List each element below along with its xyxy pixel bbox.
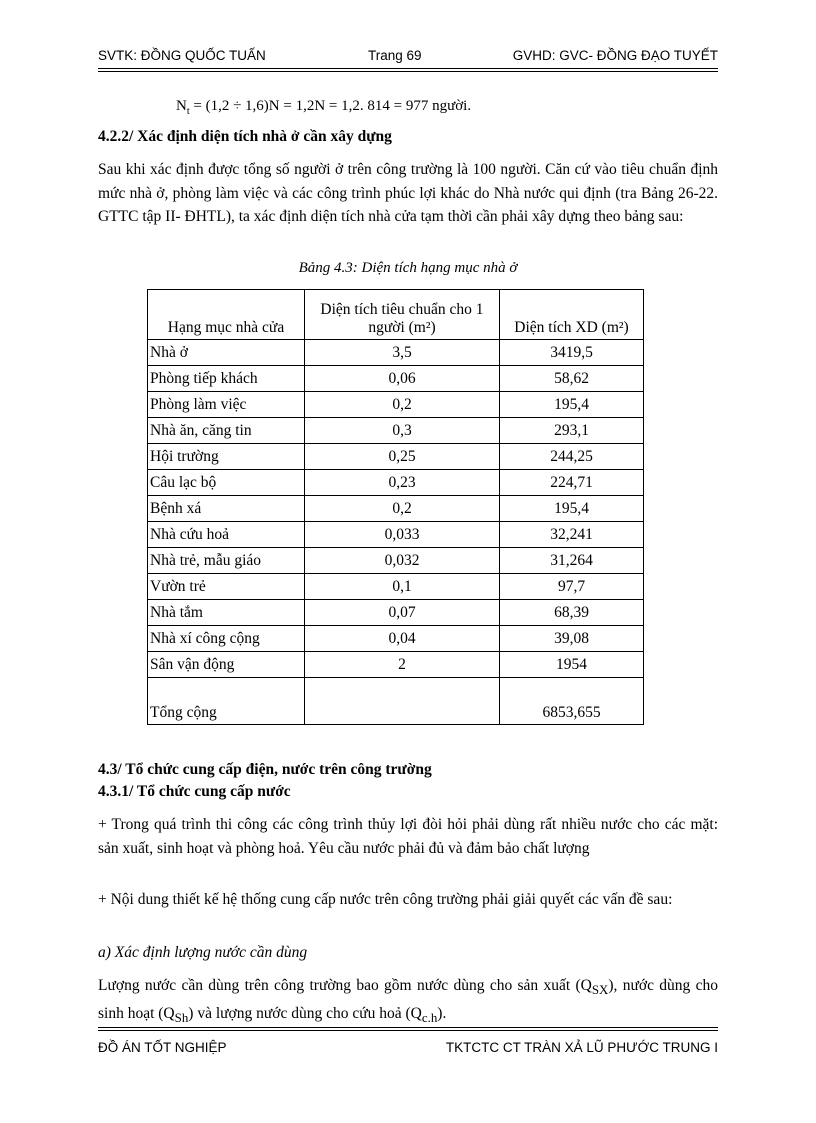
header-advisor: GVHD: GVC- ĐỒNG ĐẠO TUYẾT	[512, 48, 718, 63]
section-4-2-2-paragraph: Sau khi xác định được tổng số người ở trên công trường là 100 người. Căn cứ vào tiêu chuẩn định mức nhà ở, phòng làm việc và các công trình phúc lợi khác do Nhà nước qui định (tra Bảng 26-22. GTTC tập II- ĐHTL), ta xác định diện tích nhà cửa tạm thời cần phải xây dựng theo bảng sau:	[98, 161, 718, 225]
cell-built-area: 97,7	[500, 574, 644, 600]
cell-standard-area: 0,2	[305, 496, 500, 522]
subscript: c.h	[421, 1009, 438, 1025]
text-run: ), nước dùng cho sinh hoạt (Q	[98, 977, 718, 1022]
formula-expression: = (1,2 ÷ 1,6)N = 1,2N = 1,2. 814 = 977 người.	[189, 98, 472, 114]
header-rule	[98, 71, 718, 72]
cell-built-area: 68,39	[500, 600, 644, 626]
footer-document-type: ĐỒ ÁN TỐT NGHIỆP	[98, 1040, 227, 1055]
section-4-3-1-paragraph-1: + Trong quá trình thi công các công trình thủy lợi đòi hỏi phải dùng rất nhiều nước cho các mặt: sản xuất, sinh hoạt và phòng hoả. Yêu cầu nước phải đủ và đảm bảo chất lượng	[98, 816, 718, 857]
table-row	[148, 600, 644, 626]
worker-count-formula	[176, 98, 471, 117]
table-row	[148, 366, 644, 392]
table-row	[148, 470, 644, 496]
cell-standard-area: 0,07	[305, 600, 500, 626]
cell-category: Vườn trẻ	[148, 574, 305, 600]
table-row	[148, 548, 644, 574]
cell-category: Nhà ở	[148, 340, 305, 366]
total-cell-standard-area	[305, 678, 500, 725]
col-header-standard-area: Diện tích tiêu chuẩn cho 1 người (m²)	[305, 290, 500, 340]
table-row	[148, 444, 644, 470]
section-4-3-1-paragraph-2: + Nội dung thiết kế hệ thống cung cấp nước trên công trường phải giải quyết các vấn đề sau:	[98, 891, 673, 908]
cell-standard-area: 2	[305, 652, 500, 678]
cell-standard-area: 0,04	[305, 626, 500, 652]
subscript: SX	[591, 982, 609, 998]
cell-built-area: 195,4	[500, 496, 644, 522]
cell-category: Câu lạc bộ	[148, 470, 305, 496]
page-header	[98, 46, 718, 68]
header-page-number: Trang 69	[368, 48, 422, 63]
cell-built-area: 39,08	[500, 626, 644, 652]
housing-area-table	[147, 289, 644, 725]
table-row	[148, 652, 644, 678]
cell-built-area: 224,71	[500, 470, 644, 496]
cell-built-area: 195,4	[500, 392, 644, 418]
text-run: ).	[437, 1004, 447, 1022]
col-header-built-area: Diện tích XD (m²)	[500, 290, 644, 340]
formula-subscript: t	[186, 106, 190, 117]
cell-standard-area: 0,06	[305, 366, 500, 392]
table-row	[148, 626, 644, 652]
cell-standard-area: 0,23	[305, 470, 500, 496]
footer-rule	[98, 1030, 718, 1031]
cell-category: Phòng tiếp khách	[148, 366, 305, 392]
cell-built-area: 32,241	[500, 522, 644, 548]
formula-symbol: N	[176, 98, 187, 114]
cell-built-area: 1954	[500, 652, 644, 678]
total-cell-built-area: 6853,655	[500, 678, 644, 725]
cell-standard-area: 0,032	[305, 548, 500, 574]
table-row	[148, 522, 644, 548]
cell-built-area: 58,62	[500, 366, 644, 392]
cell-category: Phòng làm việc	[148, 392, 305, 418]
table-row	[148, 496, 644, 522]
subscript: Sh	[174, 1009, 189, 1025]
table-row	[148, 340, 644, 366]
table-caption: Bảng 4.3: Diện tích hạng mục nhà ở	[298, 260, 518, 276]
text-run: Lượng nước cần dùng trên công trường bao gồm nước dùng cho sản xuất (Q	[98, 977, 592, 994]
cell-standard-area: 0,3	[305, 418, 500, 444]
footer-rule	[98, 1027, 718, 1028]
cell-standard-area: 0,2	[305, 392, 500, 418]
cell-standard-area: 0,033	[305, 522, 500, 548]
cell-category: Nhà ăn, căng tin	[148, 418, 305, 444]
water-demand-paragraph	[98, 974, 718, 1029]
cell-standard-area: 3,5	[305, 340, 500, 366]
section-heading-4-3-1: 4.3.1/ Tổ chức cung cấp nước	[98, 783, 291, 800]
cell-category: Hội trường	[148, 444, 305, 470]
cell-category: Bệnh xá	[148, 496, 305, 522]
total-cell-category: Tổng cộng	[148, 678, 305, 725]
cell-category: Nhà xí công cộng	[148, 626, 305, 652]
section-heading-4-2-2: 4.2.2/ Xác định diện tích nhà ở cần xây dựng	[98, 128, 392, 145]
table-row	[148, 392, 644, 418]
col-header-category: Hạng mục nhà cửa	[148, 290, 305, 340]
table-row	[148, 418, 644, 444]
cell-built-area: 31,264	[500, 548, 644, 574]
cell-built-area: 3419,5	[500, 340, 644, 366]
header-rule	[98, 68, 718, 69]
section-heading-4-3: 4.3/ Tổ chức cung cấp điện, nước trên công trường	[98, 761, 432, 778]
table-header-row	[148, 290, 644, 340]
table-total-row	[148, 678, 644, 725]
cell-category: Nhà trẻ, mẫu giáo	[148, 548, 305, 574]
cell-category: Nhà cứu hoả	[148, 522, 305, 548]
header-student: SVTK: ĐỒNG QUỐC TUẤN	[98, 48, 266, 63]
cell-category: Nhà tắm	[148, 600, 305, 626]
cell-standard-area: 0,1	[305, 574, 500, 600]
text-run: ) và lượng nước dùng cho cứu hoả (Q	[188, 1004, 422, 1022]
footer-project-title: TKTCTC CT TRÀN XẢ LŨ PHƯỚC TRUNG I	[445, 1040, 718, 1055]
item-a-heading: a) Xác định lượng nước cần dùng	[98, 944, 308, 961]
cell-standard-area: 0,25	[305, 444, 500, 470]
cell-built-area: 244,25	[500, 444, 644, 470]
cell-category: Sân vận động	[148, 652, 305, 678]
cell-built-area: 293,1	[500, 418, 644, 444]
table-row	[148, 574, 644, 600]
